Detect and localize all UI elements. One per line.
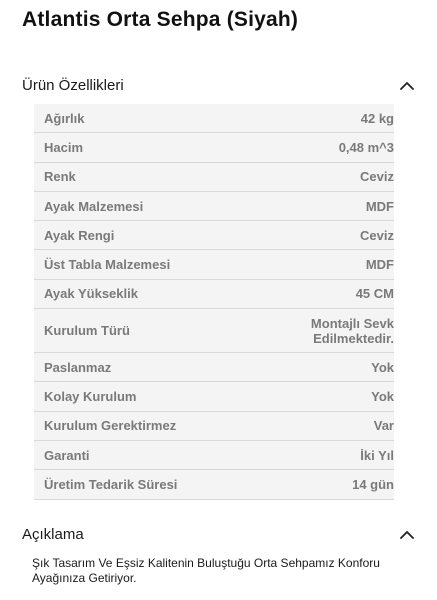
spec-key: Ayak Rengi (44, 227, 115, 243)
spec-key: Kolay Kurulum (44, 389, 137, 405)
spec-row (34, 163, 394, 192)
features-table (34, 104, 394, 500)
spec-value: 42 kg (360, 110, 394, 126)
spec-value: MDF (365, 257, 394, 273)
spec-key: Üretim Tedarik Süresi (44, 476, 178, 492)
spec-key: Kurulum Gerektirmez (44, 418, 177, 434)
spec-value: 45 CM (355, 286, 394, 302)
spec-key: Ağırlık (44, 110, 85, 126)
spec-key: Kurulum Türü (44, 323, 130, 339)
spec-row (34, 412, 394, 441)
spec-row (34, 221, 394, 250)
spec-row (34, 192, 394, 221)
spec-key: Renk (44, 169, 76, 185)
spec-value: Ceviz (360, 169, 394, 185)
spec-key: Garanti (44, 447, 90, 463)
spec-key: Ayak Yükseklik (44, 286, 138, 302)
description-text: Şık Tasarım Ve Eşsiz Kalitenin Buluştuğu Orta Sehpamız Konforu Ayağınıza Getiriyor. (32, 556, 380, 585)
spec-key: Hacim (44, 139, 84, 155)
spec-key: Paslanmaz (44, 359, 112, 375)
spec-row (34, 104, 394, 133)
features-section-header[interactable] (22, 71, 414, 99)
chevron-up-icon[interactable] (400, 527, 414, 541)
spec-value: MDF (365, 198, 394, 214)
spec-value: Ceviz (360, 227, 394, 243)
spec-value: Yok (371, 389, 394, 405)
spec-value: Var (373, 418, 394, 434)
spec-row (34, 353, 394, 382)
spec-key: Üst Tabla Malzemesi (44, 257, 171, 273)
spec-row (34, 133, 394, 162)
description-section-title: Açıklama (22, 525, 84, 543)
spec-value: İki Yıl (360, 447, 394, 463)
description-section-header[interactable] (22, 520, 414, 548)
spec-key: Ayak Malzemesi (44, 198, 144, 214)
spec-value: Yok (371, 359, 394, 375)
spec-row (34, 280, 394, 309)
spec-value: Montajlı Sevk Edilmektedir. (310, 315, 394, 346)
features-section-title: Ürün Özellikleri (22, 76, 124, 94)
spec-row (34, 309, 394, 353)
spec-row (34, 382, 394, 411)
spec-row (34, 250, 394, 279)
spec-row (34, 470, 394, 499)
spec-value: 14 gün (352, 476, 394, 492)
spec-value: 0,48 m^3 (338, 139, 394, 155)
spec-row (34, 441, 394, 470)
product-title: Atlantis Orta Sehpa (Siyah) (22, 8, 299, 31)
chevron-up-icon[interactable] (400, 78, 414, 92)
